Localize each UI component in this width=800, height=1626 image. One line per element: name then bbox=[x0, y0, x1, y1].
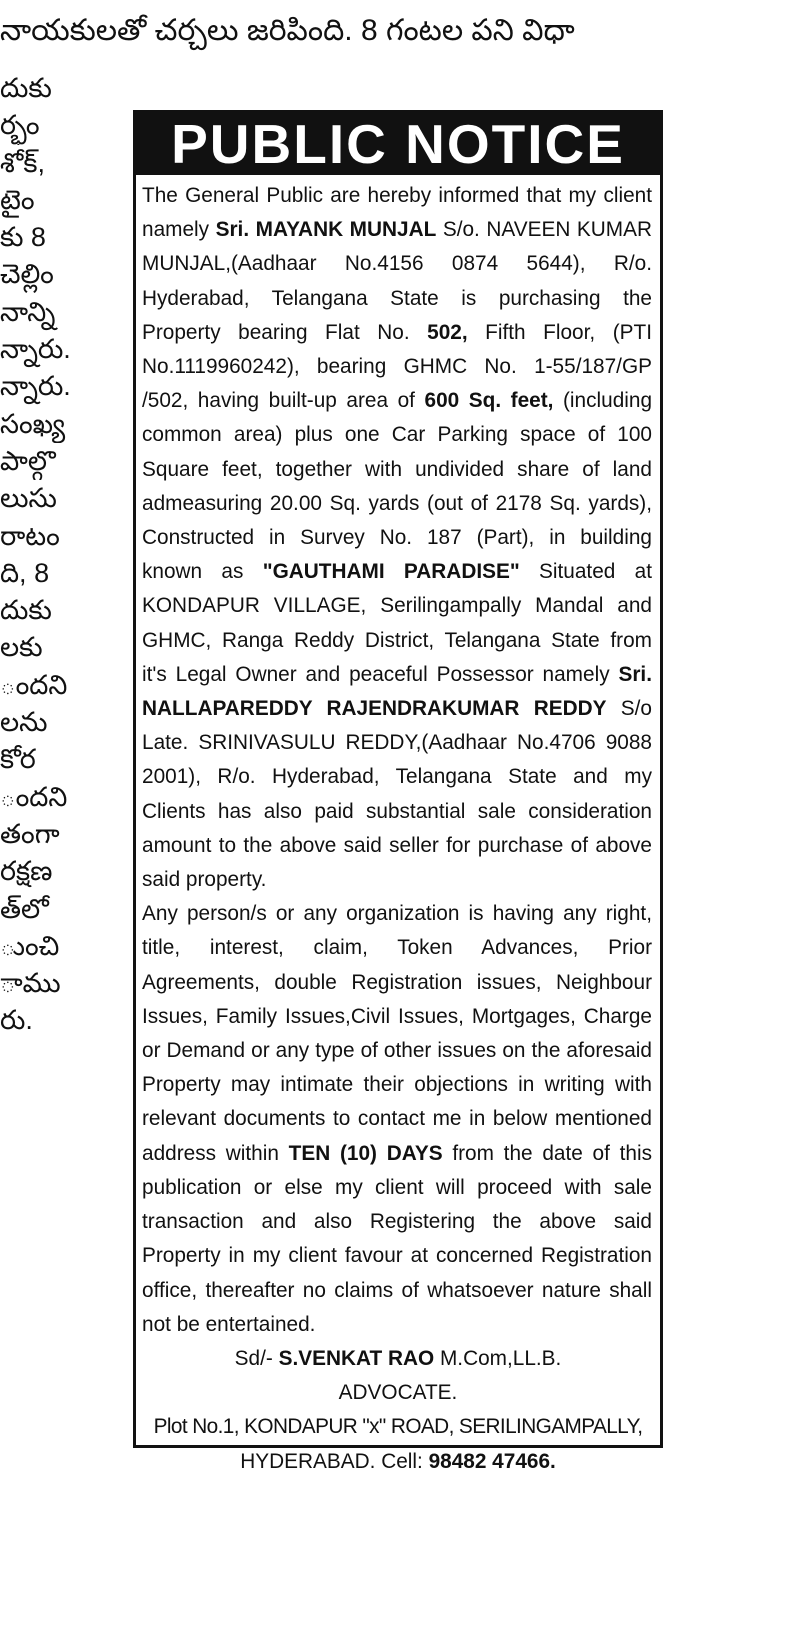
built-up-area: 600 Sq. feet, bbox=[424, 389, 554, 413]
advocate-role: ADVOCATE. bbox=[338, 1381, 458, 1405]
left-fragment: ందని bbox=[0, 781, 68, 812]
building-name: "GAUTHAMI PARADISE" bbox=[262, 560, 520, 584]
city-label: HYDERABAD. Cell: bbox=[240, 1449, 429, 1473]
left-fragment: రక్షణ bbox=[0, 856, 53, 887]
para1-text-6: S/o Late. SRINIVASULU REDDY,(Aadhaar No.4706 9088 2001), R/o. Hyderabad, Telangana State and my Clients has also paid substantial sale consideration amount to the above said seller for purchase of above said property. bbox=[142, 697, 652, 892]
notice-paragraph-1 bbox=[142, 179, 652, 897]
para2-text-2: from the date of this publication or else my client will proceed with sale transaction and also Registering the above said Property in my client favour at concerned Registration office, thereafter no claims of whatsoever nature shall not be entertained. bbox=[142, 1141, 652, 1336]
left-fragment: ర్భం bbox=[0, 110, 40, 141]
left-fragment: దుకు bbox=[0, 595, 52, 626]
signature-line bbox=[136, 1342, 660, 1376]
left-fragment: నాన్ని bbox=[0, 296, 56, 327]
city-cell-line bbox=[136, 1445, 660, 1479]
public-notice-box bbox=[133, 110, 663, 1473]
advocate-qualification: M.Com,LL.B. bbox=[434, 1346, 562, 1370]
sd-label: Sd/- bbox=[234, 1346, 279, 1370]
left-fragment: రు. bbox=[0, 1005, 33, 1036]
left-fragment: న్నారు. bbox=[0, 371, 71, 402]
cell-number: 98482 47466. bbox=[428, 1449, 556, 1473]
left-fragment: సంఖ్య bbox=[0, 408, 66, 439]
left-fragment: పాల్గొ bbox=[0, 445, 56, 476]
left-fragment: శోక్, bbox=[0, 147, 45, 178]
para1-text-5: Situated at KONDAPUR VILLAGE, Serilingampally Mandal and GHMC, Ranga Reddy District, Telangana State from it's Legal Owner and peaceful Possessor namely bbox=[142, 560, 652, 686]
para2-text-1: Any person/s or any organization is having any right, title, interest, claim, Token Advances, Prior Agreements, double Registration issues, Neighbour Issues, Family Issues,Civil Issues, Mortgages, Charge or Demand or any type of other issues on the aforesaid Property may intimate their objections in writing with relevant documents to contact me in below mentioned address within bbox=[142, 902, 652, 1165]
left-fragment: కు 8 bbox=[0, 222, 46, 253]
left-fragment: లకు bbox=[0, 632, 43, 663]
para1-text-3: Fifth Floor, (PTI No.1119960242), bearing GHMC No. 1-55/187/GP /502, having built-up area of bbox=[142, 320, 652, 413]
left-fragment: ాము bbox=[0, 968, 61, 999]
left-fragment: చెల్లిం bbox=[0, 259, 54, 290]
notice-paragraph-2 bbox=[142, 897, 652, 1342]
left-fragment: లుసు bbox=[0, 483, 57, 514]
para1-text-4: (including common area) plus one Car Parking space of 100 Square feet, together with undivided share of land admeasuring 20.00 Sq. yards (out of 2178 Sq. yards), Constructed in Survey No. 187 (Part), in building known as bbox=[142, 389, 653, 584]
left-fragment: తంగా bbox=[0, 818, 60, 849]
seller-name: Sri. NALLAPAREDDY RAJENDRAKUMAR REDDY bbox=[142, 662, 652, 721]
left-fragment: కోర bbox=[0, 744, 36, 775]
notice-body bbox=[136, 175, 660, 1342]
left-fragment: ుంచి bbox=[0, 930, 60, 961]
telugu-top-line bbox=[0, 0, 800, 58]
left-fragment: న్నారు. bbox=[0, 334, 71, 365]
left-fragment: ందని bbox=[0, 669, 68, 700]
left-fragment: రాటం bbox=[0, 520, 60, 551]
left-fragment: లను bbox=[0, 707, 48, 738]
objection-period: TEN (10) DAYS bbox=[288, 1141, 443, 1165]
left-fragment: టైం bbox=[0, 184, 35, 215]
para1-text-2: S/o. NAVEEN KUMAR MUNJAL,(Aadhaar No.4156 0874 5644), R/o. Hyderabad, Telangana State is purchasing the Property bearing Flat No. bbox=[142, 218, 652, 344]
advocate-name: S.VENKAT RAO bbox=[278, 1346, 435, 1370]
telugu-top-line-text: నాయకులతో చర్చలు జరిపింది. 8 గంటల పని విధా bbox=[0, 14, 575, 47]
notice-title: PUBLIC NOTICE bbox=[136, 113, 660, 175]
flat-number: 502, bbox=[427, 320, 468, 344]
left-fragment: త్‌లో bbox=[0, 893, 49, 924]
signature-block bbox=[136, 1342, 660, 1479]
telugu-left-column bbox=[0, 70, 125, 1040]
left-fragment: దుకు bbox=[0, 73, 52, 103]
left-fragment: ది, 8 bbox=[0, 557, 50, 588]
para1-text-1: The General Public are hereby informed that my client namely bbox=[142, 184, 652, 242]
advocate-address: Plot No.1, KONDAPUR "x" ROAD, SERILINGAMPALLY, bbox=[153, 1415, 643, 1439]
buyer-name: Sri. MAYANK MUNJAL bbox=[215, 218, 437, 242]
